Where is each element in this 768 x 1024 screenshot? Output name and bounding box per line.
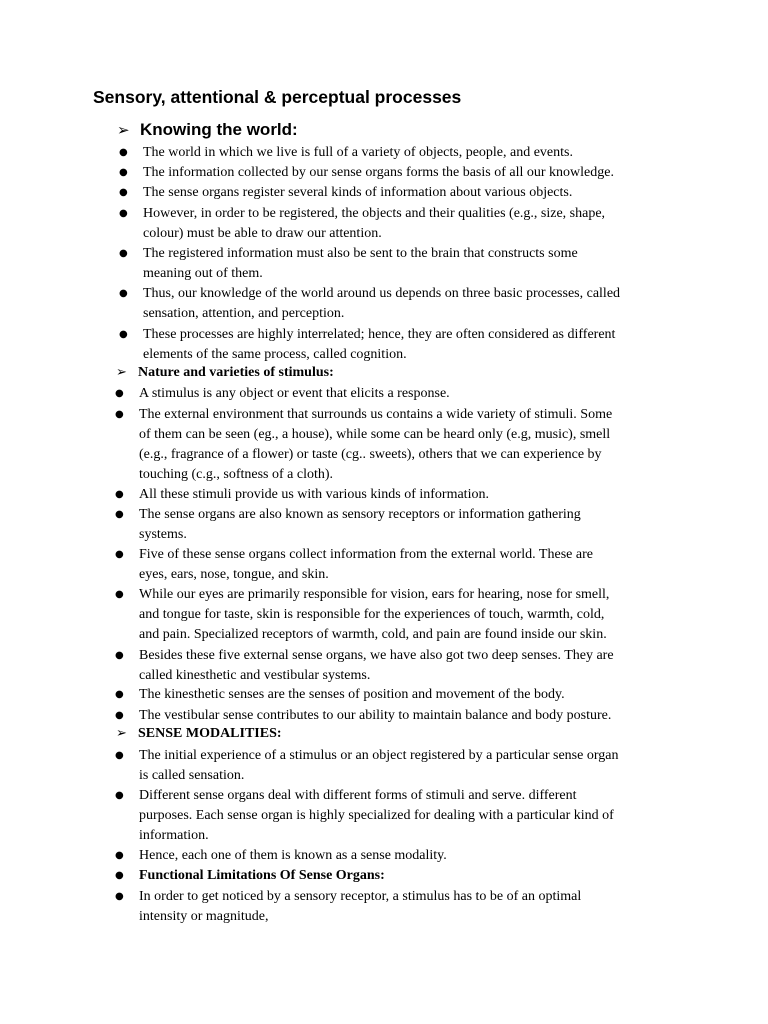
bullet-icon: ● <box>115 650 124 661</box>
list-item-text: The world in which we live is full of a variety of objects, people, and events. <box>143 145 573 160</box>
bullet-icon: ● <box>115 870 124 881</box>
list-item-text: The sense organs are also known as sensory receptors or information gathering systems. <box>139 507 581 542</box>
list-item-text: Thus, our knowledge of the world around us depends on three basic processes, called sensation, attention, and perception. <box>143 286 621 321</box>
list-item-text: The initial experience of a stimulus or an object registered by a particular sense organ is called sensation. <box>139 748 619 783</box>
bullet-icon: ● <box>119 167 128 178</box>
arrow-bullet-icon: ➢ <box>116 365 127 380</box>
page-title: Sensory, attentional & perceptual processes <box>93 87 462 107</box>
section-heading-knowing-the-world <box>117 120 298 140</box>
bullet-icon: ● <box>119 147 128 158</box>
section-label: Nature and varieties of stimulus: <box>138 365 334 380</box>
bullet-icon: ● <box>115 689 124 700</box>
section-heading-nature-of-stimulus <box>116 365 334 381</box>
bullet-icon: ● <box>115 710 124 721</box>
section-heading-sense-modalities <box>116 726 282 742</box>
bullet-icon: ● <box>115 409 124 420</box>
section-label: Knowing the world: <box>140 120 298 139</box>
list-item-text: However, in order to be registered, the objects and their qualities (e.g., size, shape, colour) must be able to draw our attention. <box>143 206 606 241</box>
section-label: SENSE MODALITIES: <box>138 726 282 741</box>
list-item-text: While our eyes are primarily responsible for vision, ears for hearing, nose for smell, and tongue for taste, skin is responsible for the experiences of touch, warmth, cold, and pain. Specialized receptors of warmth, cold, and pain are found inside our skin. <box>139 587 610 642</box>
bullet-icon: ● <box>115 750 124 761</box>
list-item-text: Different sense organs deal with different forms of stimuli and serve. different purposes. Each sense organ is highly specialized for dealing with a particular kind of information. <box>139 788 614 843</box>
list-item-text: A stimulus is any object or event that elicits a response. <box>139 386 450 401</box>
list-item-text: All these stimuli provide us with various kinds of information. <box>139 487 489 502</box>
list-item-text: The external environment that surrounds us contains a wide variety of stimuli. Some of them can be seen (eg., a house), while some can be heard only (e.g, music), smell (e.g., fragrance of a flower) or taste (cg.. sweets), others that we can experience by touching (c.g., softness of a cloth). <box>139 407 613 482</box>
bullet-icon: ● <box>115 388 124 399</box>
bullet-icon: ● <box>115 509 124 520</box>
arrow-bullet-icon: ➢ <box>116 726 127 741</box>
list-item-text: The information collected by our sense organs forms the basis of all our knowledge. <box>143 165 614 180</box>
list-item-text: Five of these sense organs collect information from the external world. These are eyes, ears, nose, tongue, and skin. <box>139 547 593 582</box>
bullet-icon: ● <box>115 850 124 861</box>
bullet-icon: ● <box>119 187 128 198</box>
list-item-text: Besides these five external sense organs, we have also got two deep senses. They are called kinesthetic and vestibular systems. <box>139 648 614 683</box>
bullet-icon: ● <box>119 248 128 259</box>
list-item-text: These processes are highly interrelated; hence, they are often considered as different elements of the same process, called cognition. <box>143 327 616 362</box>
bullet-icon: ● <box>119 208 128 219</box>
bullet-icon: ● <box>115 790 124 801</box>
list-item-text: The sense organs register several kinds of information about various objects. <box>143 185 573 200</box>
bullet-icon: ● <box>115 549 124 560</box>
list-item-text: Functional Limitations Of Sense Organs: <box>139 868 385 883</box>
list-item-text: The kinesthetic senses are the senses of position and movement of the body. <box>139 687 565 702</box>
bullet-icon: ● <box>115 589 124 600</box>
list-item-text: The vestibular sense contributes to our ability to maintain balance and body posture. <box>139 708 612 723</box>
list-item-text: Hence, each one of them is known as a sense modality. <box>139 848 447 863</box>
list-item-text: In order to get noticed by a sensory receptor, a stimulus has to be of an optimal intensity or magnitude, <box>139 889 582 924</box>
list-item-text: The registered information must also be sent to the brain that constructs some meaning out of them. <box>143 246 578 281</box>
bullet-icon: ● <box>115 489 124 500</box>
bullet-icon: ● <box>115 891 124 902</box>
bullet-icon: ● <box>119 329 128 340</box>
bullet-icon: ● <box>119 288 128 299</box>
arrow-bullet-icon: ➢ <box>117 121 130 139</box>
